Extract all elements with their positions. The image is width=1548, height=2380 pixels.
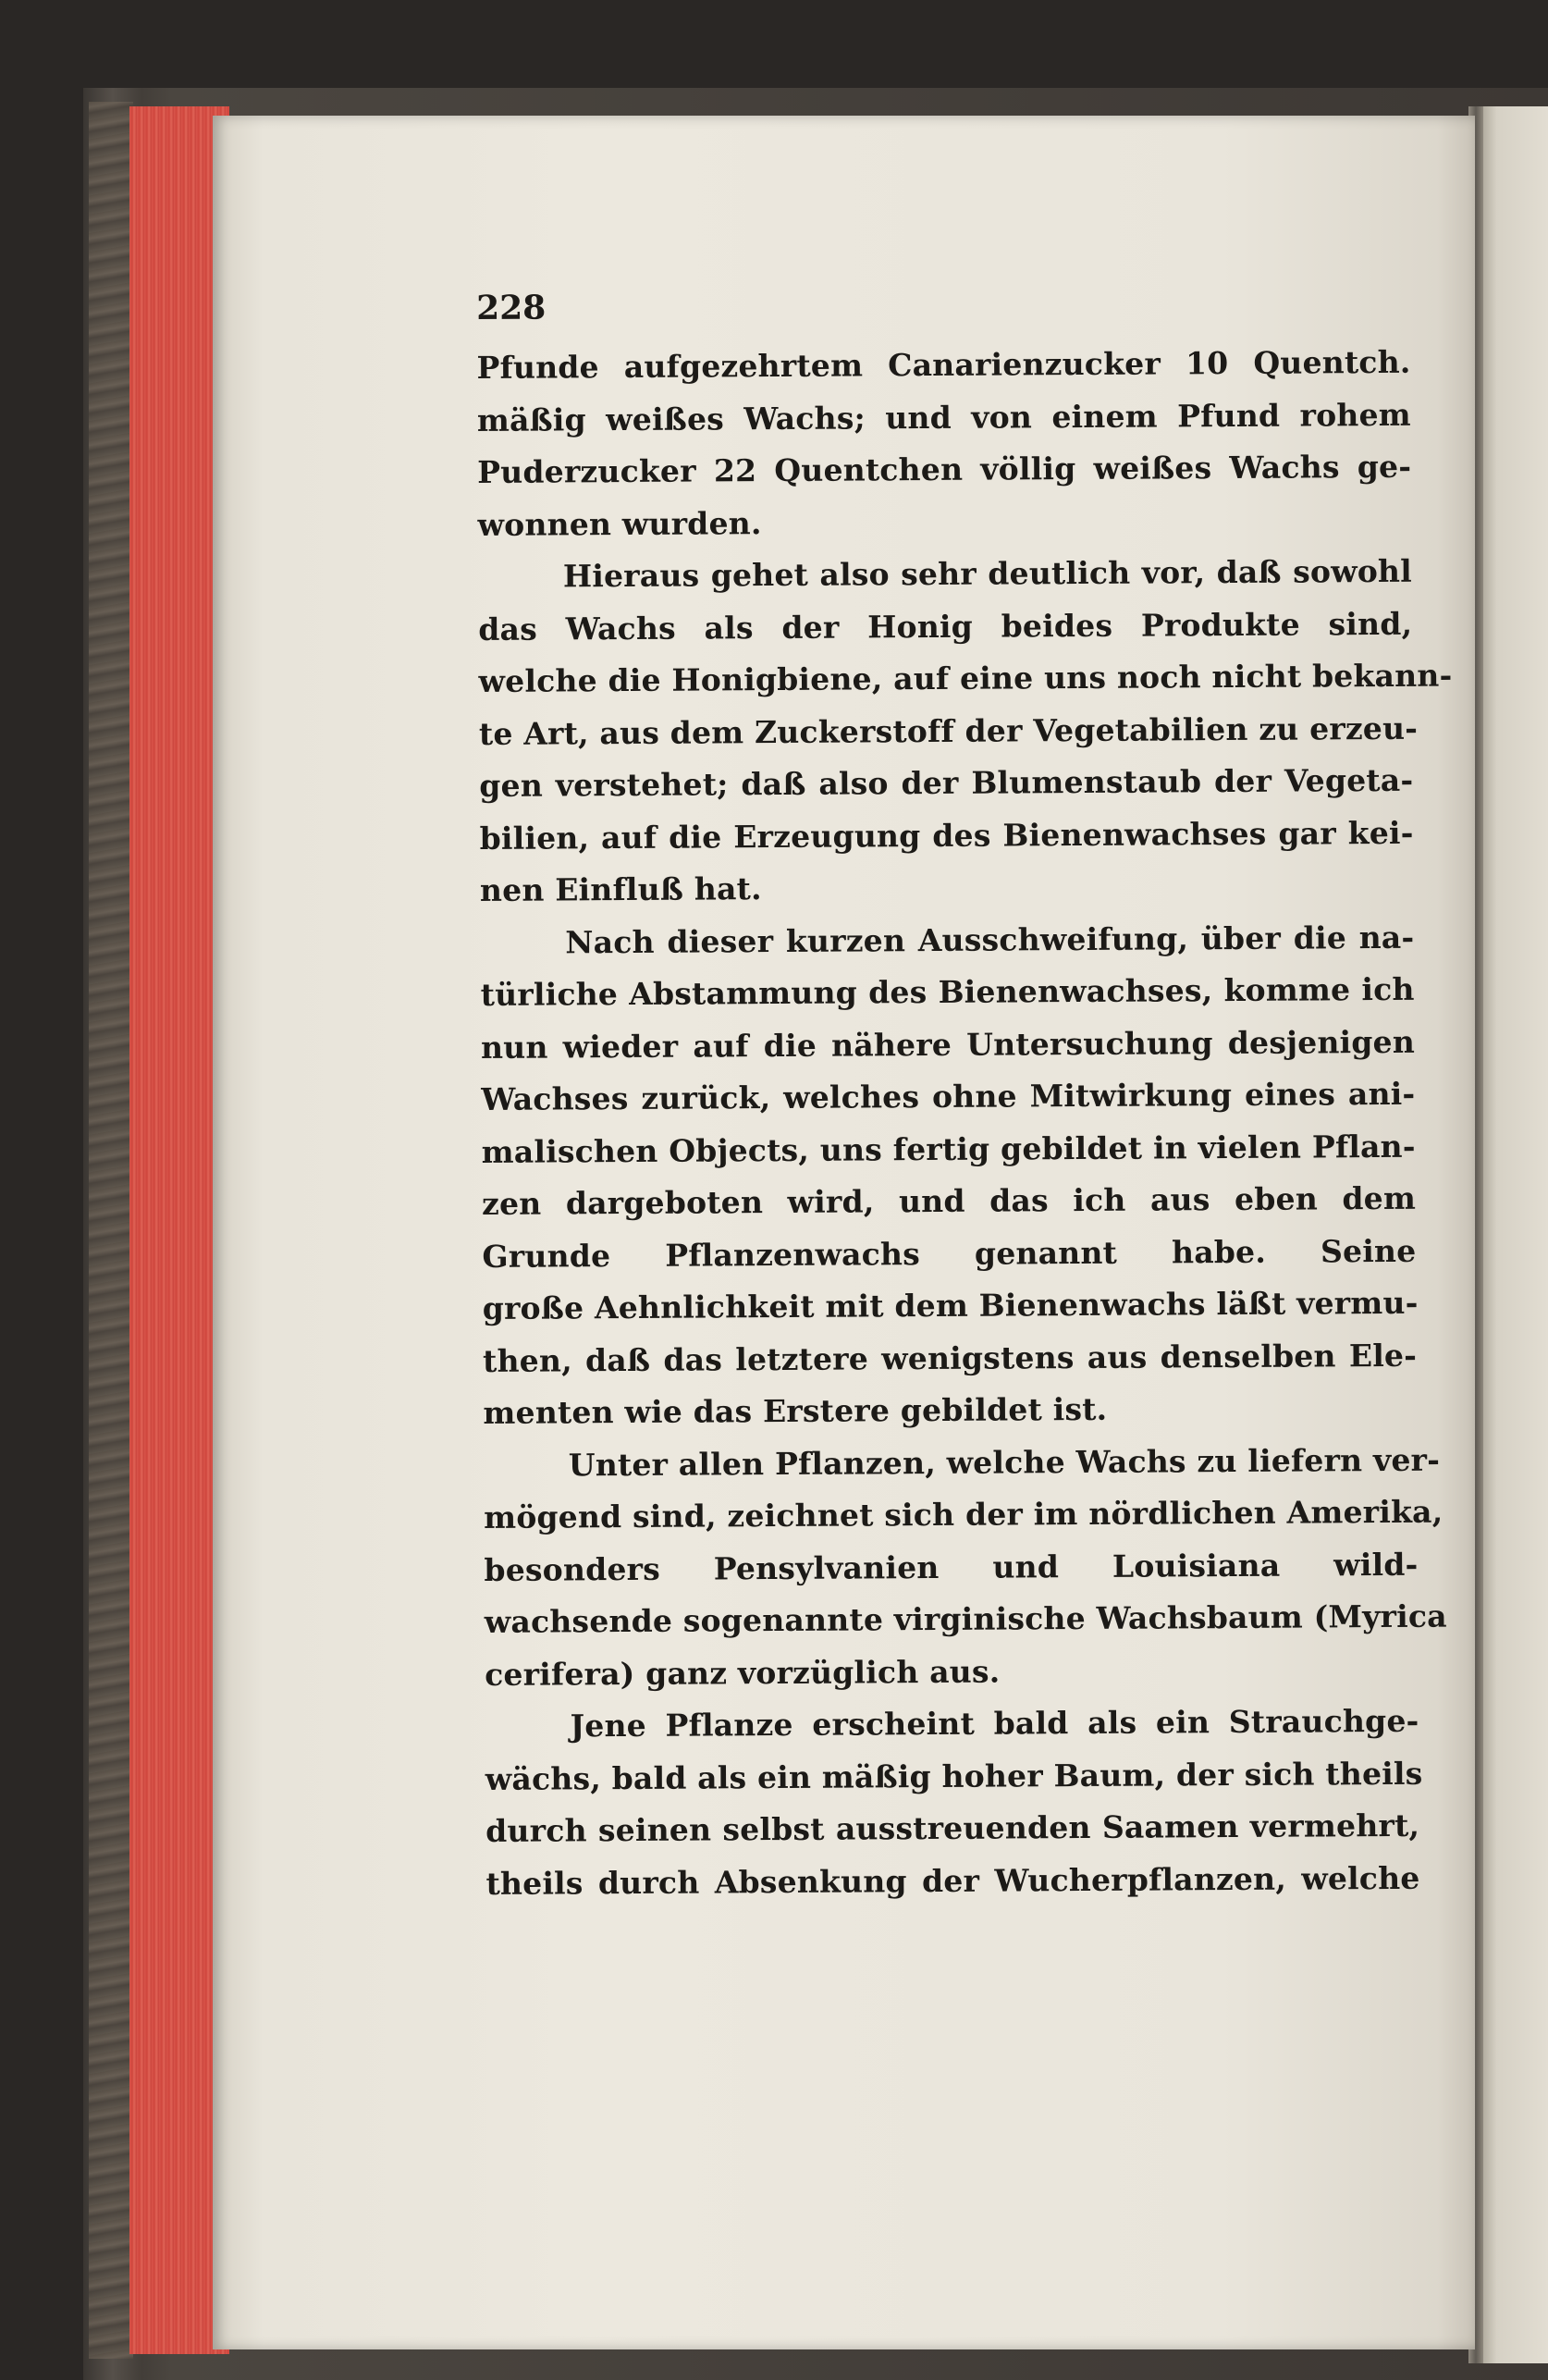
text-line: Unter allen Pflanzen, welche Wachs zu liefern ver- — [568, 1441, 1441, 1483]
text-line: welche die Honigbiene, auf eine uns noch nicht bekann- — [478, 657, 1453, 699]
facing-page-edge — [1480, 106, 1548, 2363]
text-line: Puderzucker 22 Quentchen völlig weißes Wachs ge- — [477, 448, 1412, 490]
text-line: Jene Pflanze erscheint bald als ein Strauchge- — [570, 1702, 1419, 1745]
text-line: das Wachs als der Honig beides Produkte sind, — [478, 605, 1413, 647]
text-line: theils durch Absenkung der Wucherpflanzen, welche — [485, 1859, 1420, 1902]
text-line: durch seinen selbst ausstreuenden Saamen vermehrt, — [485, 1807, 1420, 1849]
text-line: Wachses zurück, welches ohne Mitwirkung eines ani- — [481, 1075, 1416, 1117]
text-line: nen Einfluß hat. — [479, 870, 762, 908]
page-number: 228 — [476, 288, 547, 327]
text-line: besonders Pensylvanien und Louisiana wild- — [484, 1546, 1419, 1588]
text-line: wachsende sogenannte virginische Wachsbaum (Myrica — [484, 1597, 1447, 1640]
text-line: große Aehnlichkeit mit dem Bienenwachs läßt vermu- — [482, 1284, 1419, 1326]
text-line: mögend sind, zeichnet sich der im nördlichen Amerika, — [484, 1493, 1444, 1535]
cover-edge — [89, 102, 133, 2359]
text-lines — [476, 337, 1453, 1910]
text-line: nun wieder auf die nähere Untersuchung desjenigen — [480, 1023, 1416, 1066]
text-line: Hieraus gehet also sehr deutlich vor, daß sowohl — [562, 552, 1413, 595]
text-line: menten wie das Erstere gebildet ist. — [483, 1390, 1108, 1431]
text-line: gen verstehet; daß also der Blumenstaub der Vegeta- — [479, 761, 1414, 804]
text-line: malischen Objects, uns fertig gebildet in vielen Pflan- — [481, 1128, 1416, 1170]
text-line: wächs, bald als ein mäßig hoher Baum, der sich theils — [485, 1755, 1423, 1797]
text-line: cerifera) ganz vorzüglich aus. — [485, 1653, 1001, 1693]
text-line: te Art, aus dem Zuckerstoff der Vegetabilien zu erzeu- — [478, 709, 1419, 752]
text-line: Grunde Pflanzenwachs genannt habe. Seine — [482, 1232, 1417, 1275]
text-line: bilien, auf die Erzeugung des Bienenwachses gar kei- — [479, 814, 1414, 857]
text-line: mäßig weißes Wachs; und von einem Pfund rohem — [476, 396, 1411, 438]
text-line: wonnen wurden. — [477, 504, 762, 543]
text-line: then, daß das letztere wenigstens aus denselben Ele- — [482, 1337, 1418, 1379]
text-line: türliche Abstammung des Bienenwachses, komme ich — [480, 970, 1415, 1013]
text-line: Pfunde aufgezehrtem Canarienzucker 10 Quentch. — [476, 343, 1411, 386]
text-line: Nach dieser kurzen Ausschweifung, über die na- — [565, 919, 1415, 960]
text-line: zen dargeboten wird, und das ich aus eben dem — [481, 1179, 1417, 1222]
page-text — [476, 281, 1453, 1910]
